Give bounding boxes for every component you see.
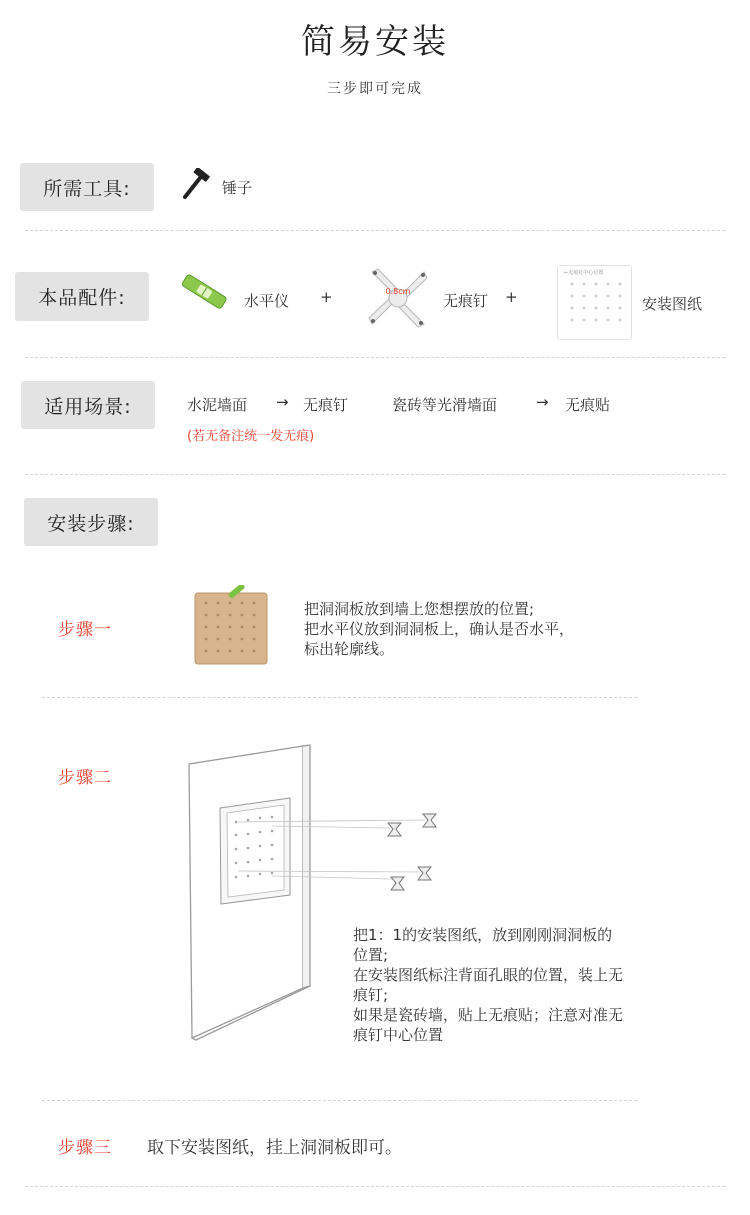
step3-label: 步骤三 xyxy=(58,1138,112,1158)
nail-size-mark: 0.8cm xyxy=(385,287,411,296)
part-nail-text: 无痕钉 xyxy=(443,292,489,310)
scene-arrow-1: → xyxy=(276,393,289,411)
plus-sign-1: + xyxy=(320,288,333,306)
scene-note: (若无备注统一发无痕) xyxy=(187,429,315,444)
tools-label: 所需工具: xyxy=(20,163,154,211)
pegboard-icon xyxy=(194,585,268,665)
part-level-text: 水平仪 xyxy=(244,292,290,310)
step2-line: 把1：1的安装图纸，放到刚刚洞洞板的 xyxy=(353,926,613,944)
nail-hook-icon xyxy=(364,264,432,332)
step2-line: 痕钉中心位置 xyxy=(353,1026,444,1044)
step2-label: 步骤二 xyxy=(58,768,112,788)
scenes-label: 适用场景: xyxy=(21,381,155,429)
step1-line: 把洞洞板放到墙上您想摆放的位置; xyxy=(304,600,535,618)
divider xyxy=(25,1186,725,1187)
page-subtitle: 三步即可完成 xyxy=(327,81,423,97)
step1-line: 把水平仪放到洞洞板上，确认是否水平， xyxy=(304,620,575,638)
part-template-text: 安装图纸 xyxy=(642,295,703,313)
scene-arrow-2: → xyxy=(536,393,549,411)
scene-cement-wall: 水泥墙面 xyxy=(187,396,248,414)
step2-line: 如果是瓷砖墙，贴上无痕贴；注意对准无 xyxy=(353,1006,624,1024)
step2-text xyxy=(353,925,623,1045)
nail-hook-image xyxy=(364,264,432,332)
tool-hammer-text: 锤子 xyxy=(222,179,253,197)
step2-line: 在安装图纸标注背面孔眼的位置，装上无 xyxy=(353,966,624,984)
page-title: 简易安装 xyxy=(301,22,449,62)
template-paper-image xyxy=(557,265,632,340)
template-mark-text: ←无痕钉中心位置 xyxy=(564,270,604,276)
divider xyxy=(25,474,725,475)
plus-sign-2: + xyxy=(505,288,518,306)
step1-text xyxy=(304,599,574,659)
divider xyxy=(42,1100,637,1101)
hammer-icon xyxy=(180,168,214,200)
spirit-level-icon xyxy=(178,270,230,314)
divider xyxy=(25,357,725,358)
step1-line: 标出轮廓线。 xyxy=(304,640,395,658)
steps-label: 安装步骤: xyxy=(24,498,158,546)
parts-label: 本品配件: xyxy=(15,272,149,321)
divider xyxy=(25,230,725,231)
scene-result-nail: 无痕钉 xyxy=(303,396,349,414)
step3-text: 取下安装图纸，挂上洞洞板即可。 xyxy=(147,1138,402,1158)
step2-line: 痕钉; xyxy=(353,986,389,1004)
scene-tile-wall: 瓷砖等光滑墙面 xyxy=(392,396,498,414)
template-holes-icon xyxy=(558,266,631,339)
divider xyxy=(42,697,637,698)
step2-line: 位置; xyxy=(353,946,389,964)
scene-result-sticker: 无痕贴 xyxy=(565,396,611,414)
step1-label: 步骤一 xyxy=(58,620,112,640)
